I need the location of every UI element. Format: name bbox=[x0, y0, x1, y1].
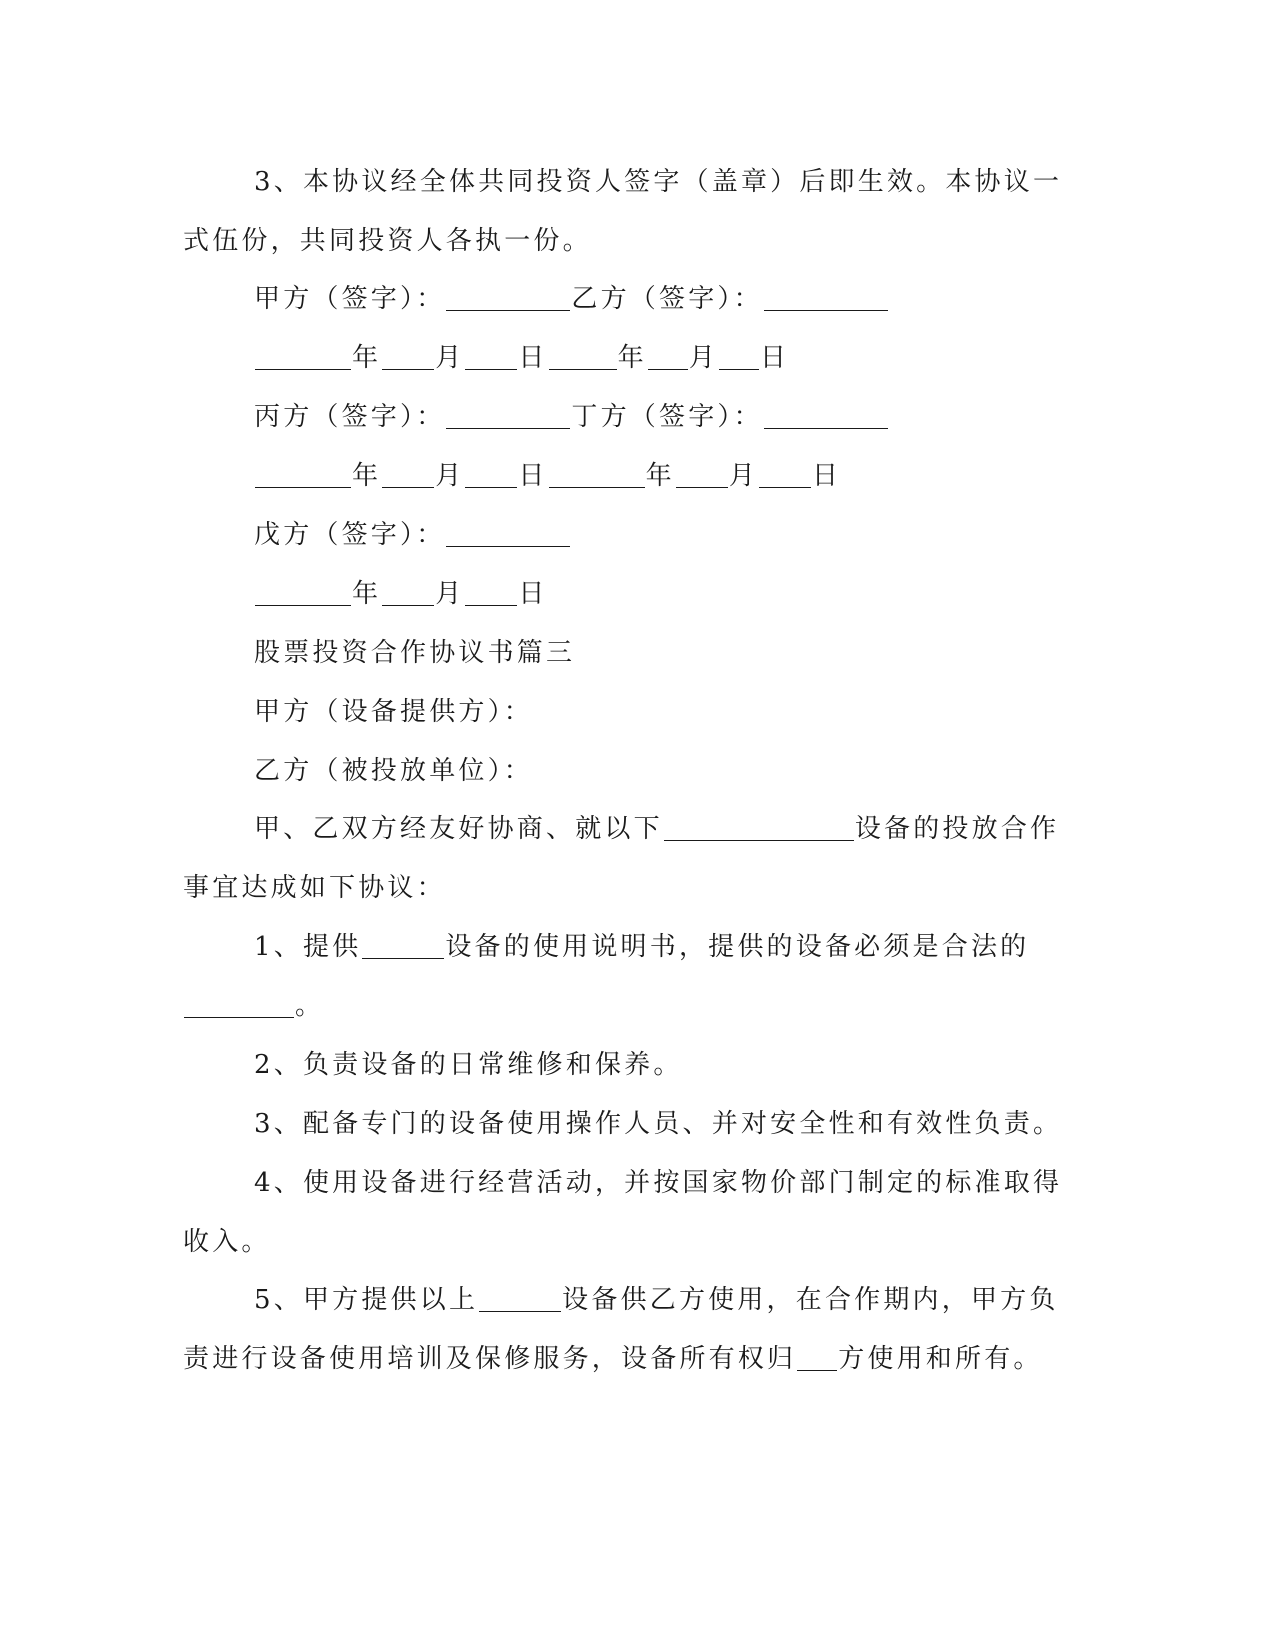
date-blank bbox=[255, 581, 351, 606]
item-5-line-1 bbox=[254, 1284, 1059, 1316]
day-label: 日 bbox=[760, 343, 790, 373]
month-label: 月 bbox=[688, 343, 719, 373]
intro-text: 甲、乙双方经友好协商、就以下 bbox=[254, 814, 663, 844]
item-1-line-1 bbox=[254, 931, 1029, 963]
item-text: 责进行设备使用培训及保修服务，设备所有权归 bbox=[183, 1344, 797, 1374]
signature-blank-e bbox=[446, 522, 570, 547]
item-1-line-2 bbox=[183, 990, 324, 1022]
item-4-line-1: 4、使用设备进行经营活动，并按国家物价部门制定的标准取得 bbox=[254, 1168, 1063, 1198]
date-blank bbox=[382, 345, 434, 370]
intro-line-1 bbox=[254, 813, 1059, 845]
signature-label-b: 乙方（签字）： bbox=[571, 284, 763, 314]
paragraph-3-line-1: 3、本协议经全体共同投资人签字（盖章）后即生效。本协议一 bbox=[254, 167, 1063, 197]
equipment-blank bbox=[479, 1287, 561, 1312]
signature-blank-d bbox=[764, 404, 888, 429]
item-text: 方使用和所有。 bbox=[838, 1344, 1043, 1374]
date-blank bbox=[759, 463, 811, 488]
signature-blank-b bbox=[764, 286, 888, 311]
item-2: 2、负责设备的日常维修和保养。 bbox=[254, 1050, 683, 1080]
year-label: 年 bbox=[352, 461, 382, 491]
equipment-blank bbox=[362, 934, 444, 959]
intro-line-2: 事宜达成如下协议： bbox=[183, 873, 446, 903]
month-label: 月 bbox=[435, 579, 465, 609]
month-label: 月 bbox=[728, 461, 759, 491]
legal-blank bbox=[184, 993, 294, 1018]
signature-blank-c bbox=[446, 404, 570, 429]
day-label: 日 bbox=[812, 461, 842, 491]
date-blank bbox=[255, 463, 351, 488]
signature-label-c: 丙方（签字）： bbox=[254, 402, 446, 432]
item-3: 3、配备专门的设备使用操作人员、并对安全性和有效性负责。 bbox=[254, 1109, 1063, 1139]
date-blank bbox=[549, 463, 645, 488]
date-blank bbox=[676, 463, 728, 488]
paragraph-3-line-2: 式伍份，共同投资人各执一份。 bbox=[183, 226, 592, 256]
owner-blank bbox=[797, 1346, 837, 1371]
item-4-line-2: 收入。 bbox=[183, 1227, 271, 1257]
date-blank bbox=[648, 345, 688, 370]
equipment-blank bbox=[664, 816, 854, 841]
day-label: 日 bbox=[518, 579, 548, 609]
signature-blank-a bbox=[446, 286, 570, 311]
signature-label-d: 丁方（签字）： bbox=[571, 402, 763, 432]
item-text: 5、甲方提供以上 bbox=[254, 1285, 479, 1315]
party-b-label: 乙方（被投放单位）： bbox=[254, 756, 534, 786]
year-label: 年 bbox=[617, 343, 647, 373]
year-label: 年 bbox=[352, 579, 382, 609]
date-row-a-b bbox=[254, 342, 789, 374]
date-row-c-d bbox=[254, 460, 841, 492]
section-title: 股票投资合作协议书篇三 bbox=[254, 638, 576, 668]
day-label: 日 bbox=[518, 461, 548, 491]
date-blank bbox=[255, 345, 351, 370]
signature-label-e: 戊方（签字）： bbox=[254, 520, 446, 550]
year-label: 年 bbox=[645, 461, 675, 491]
item-text: 设备供乙方使用，在合作期内，甲方负 bbox=[562, 1285, 1059, 1315]
date-blank bbox=[465, 581, 517, 606]
item-text: 1、提供 bbox=[254, 932, 362, 962]
month-label: 月 bbox=[435, 461, 465, 491]
party-a-label: 甲方（设备提供方）： bbox=[254, 697, 534, 727]
date-blank bbox=[465, 463, 517, 488]
month-label: 月 bbox=[435, 343, 465, 373]
signature-row-e bbox=[254, 519, 571, 551]
date-blank bbox=[549, 345, 617, 370]
day-label: 日 bbox=[518, 343, 548, 373]
signature-row-a-b bbox=[254, 283, 889, 315]
date-blank bbox=[382, 463, 434, 488]
intro-text: 设备的投放合作 bbox=[854, 814, 1060, 844]
signature-label-a: 甲方（签字）： bbox=[254, 284, 446, 314]
date-blank bbox=[719, 345, 759, 370]
date-blank bbox=[465, 345, 517, 370]
item-text: 设备的使用说明书，提供的设备必须是合法的 bbox=[445, 932, 1030, 962]
item-5-line-2 bbox=[183, 1343, 1043, 1375]
date-blank bbox=[382, 581, 434, 606]
year-label: 年 bbox=[352, 343, 382, 373]
date-row-e bbox=[254, 578, 548, 610]
item-text: 。 bbox=[295, 991, 325, 1021]
signature-row-c-d bbox=[254, 401, 889, 433]
